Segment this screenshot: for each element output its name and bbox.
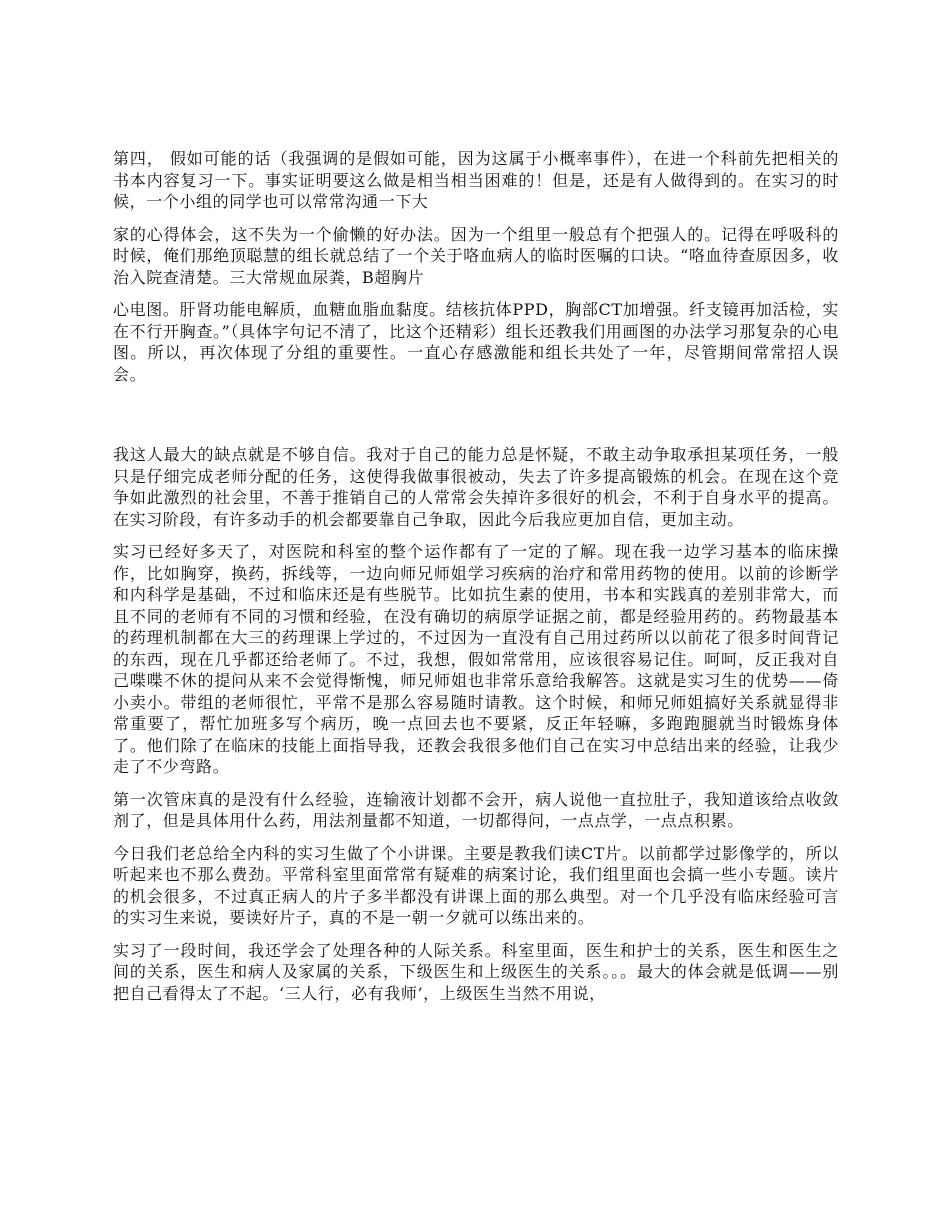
paragraph: 第一次管床真的是没有什么经验，连输液计划都不会开，病人说他一直拉肚子，我知道该给点收敛剂了，但是具体用什么药，用法剂量都不知道，一切都得问，一点点学，一点点积累。 <box>113 789 839 830</box>
paragraph: 家的心得体会，这不失为一个偷懒的好办法。因为一个组里一般总有个把强人的。记得在呼吸科的时候，俺们那绝顶聪慧的组长就总结了一个关于咯血病人的临时医嘱的口诀。“咯血待查原因多，收治入院查清楚。三大常规血尿粪，B超胸片 <box>113 224 839 287</box>
paragraph: 第四， 假如可能的话（我强调的是假如可能，因为这属于小概率事件），在进一个科前先把相关的书本内容复习一下。事实证明要这么做是相当相当困难的！但是，还是有人做得到的。在实习的时候，一个小组的同学也可以常常沟通一下大 <box>113 149 839 211</box>
paragraph: 实习了一段时间，我还学会了处理各种的人际关系。科室里面，医生和护士的关系，医生和医生之间的关系，医生和病人及家属的关系，下级医生和上级医生的关系。。。最大的体会就是低调——别把自己看得太了不起。‘三人行，必有我师’，上级医生当然不用说， <box>113 940 839 1003</box>
paragraph: 实习已经好多天了，对医院和科室的整个运作都有了一定的了解。现在我一边学习基本的临床操作，比如胸穿，换药，拆线等，一边向师兄师姐学习疾病的治疗和常用药物的使用。以前的诊断学和内科学是基础，不过和临床还是有些脱节。比如抗生素的使用，书本和实践真的差别非常大，而且不同的老师有不同的习惯和经验，在没有确切的病原学证据之前，都是经验用药的。药物最基本的药理机制都在大三的药理课上学过的，不过因为一直没有自己用过药所以以前花了很多时间背记的东西，现在几乎都还给老师了。不过，我想，假如常常用，应该很容易记住。呵呵，反正我对自己喋喋不休的提问从来不会觉得惭愧，师兄师姐也非常乐意给我解答。这就是实习生的优势——倚小卖小。带组的老师很忙，平常不是那么容易随时请教。这个时候，和师兄师姐搞好关系就显得非常重要了，帮忙加班多写个病历，晚一点回去也不要紧，反正年轻嘛，多跑跑腿就当时锻炼身体了。他们除了在临床的技能上面指导我，还教会我很多他们自己在实习中总结出来的经验，让我少走了不少弯路。 <box>113 542 839 776</box>
document-body <box>113 148 839 1015</box>
paragraph: 今日我们老总给全内科的实习生做了个小讲课。主要是教我们读CT片。以前都学过影像学的，所以听起来也不那么费劲。平常科室里面常常有疑难的病案讨论，我们组里面也会搞一些小专题。读片的机会很多，不过真正病人的片子多半都没有讲课上面的那么典型。对一个几乎没有临床经验可言的实习生来说，要读好片子，真的不是一朝一夕就可以练出来的。 <box>113 843 839 927</box>
paragraph: 心电图。肝肾功能电解质，血糖血脂血黏度。结核抗体PPD，胸部CT加增强。纤支镜再加活检，实在不行开胸查。”（具体字句记不清了，比这个还精彩）组长还教我们用画图的办法学习那复杂的心电图。所以，再次体现了分组的重要性。一直心存感激能和组长共处了一年，尽管期间常常招人误会。 <box>113 300 839 384</box>
paragraph: 我这人最大的缺点就是不够自信。我对于自己的能力总是怀疑，不敢主动争取承担某项任务，一般只是仔细完成老师分配的任务，这使得我做事很被动，失去了许多提高锻炼的机会。在现在这个竞争如此激烈的社会里，不善于推销自己的人常常会失掉许多很好的机会，不利于自身水平的提高。在实习阶段，有许多动手的机会都要靠自己争取，因此今后我应更加自信，更加主动。 <box>113 445 839 529</box>
